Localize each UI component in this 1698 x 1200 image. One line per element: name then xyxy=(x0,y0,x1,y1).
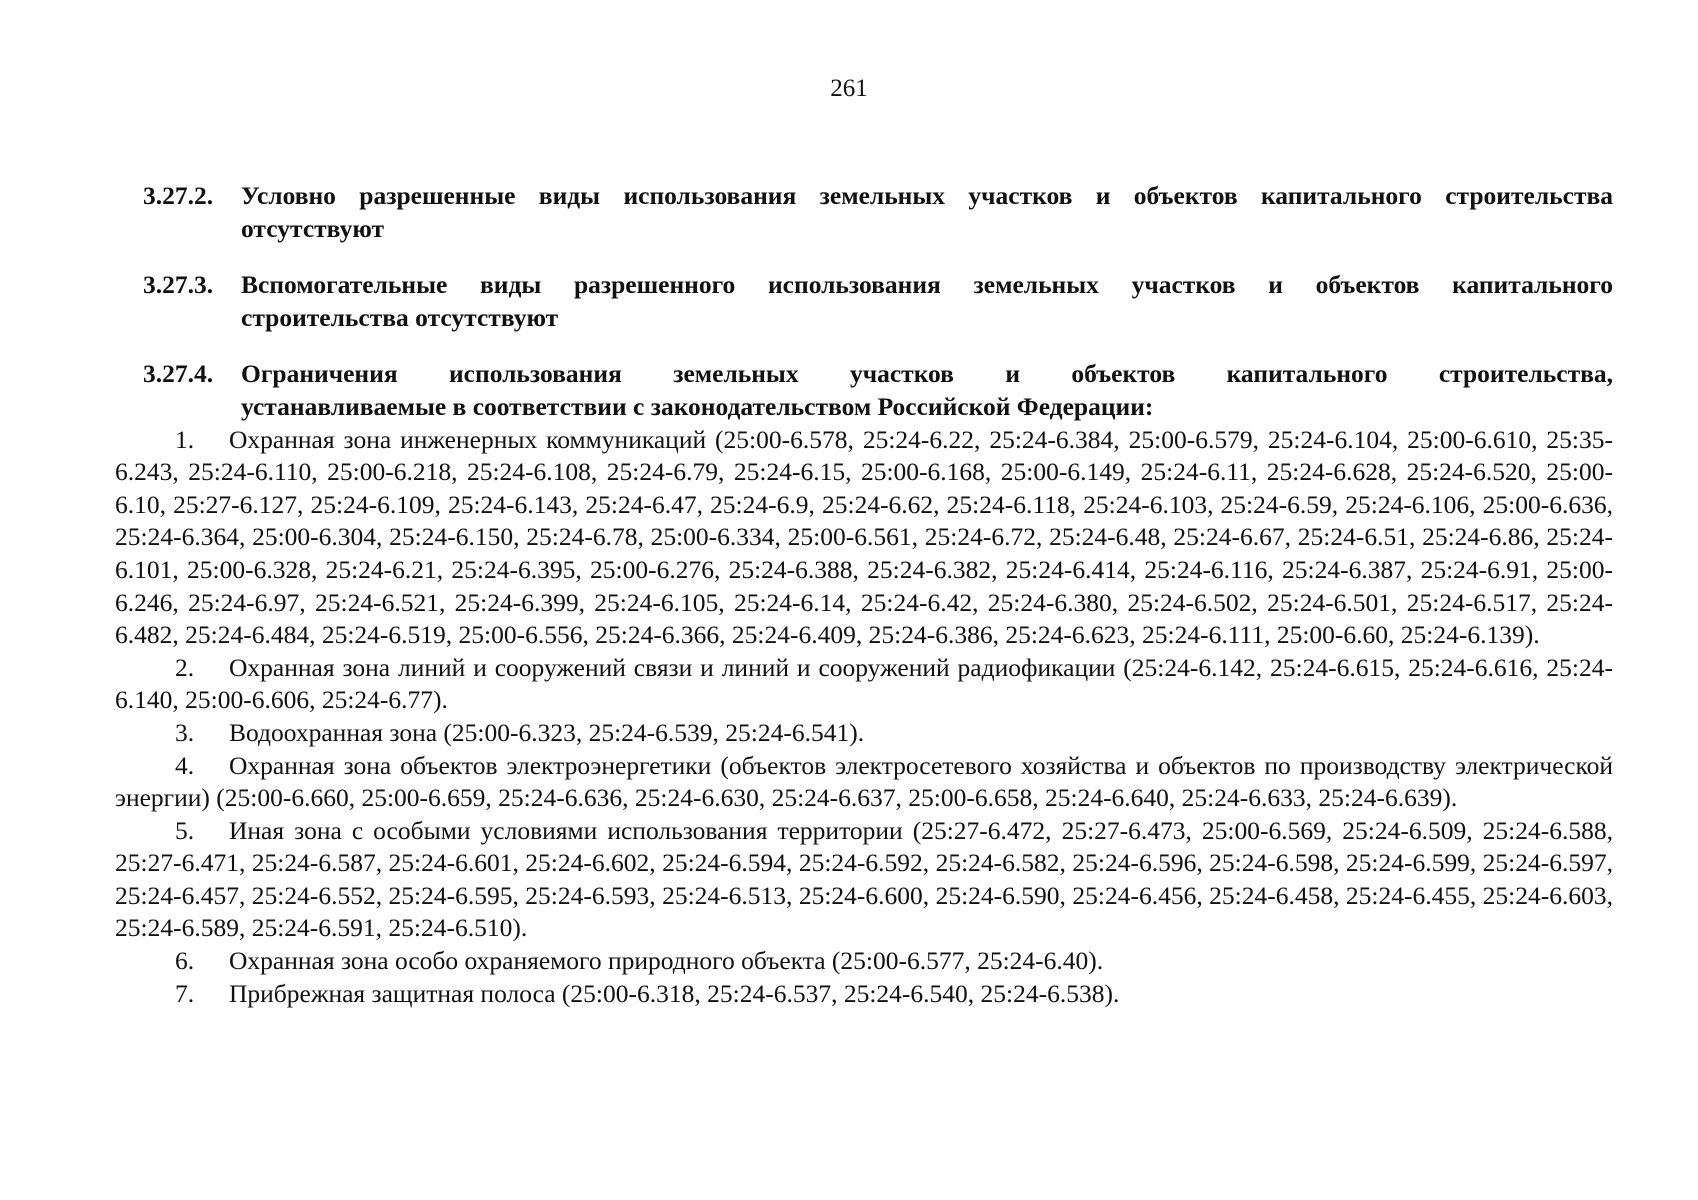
list-item-number: 6. xyxy=(175,946,195,976)
list-item xyxy=(115,945,1613,978)
list-item-text: Охранная зона инженерных коммуникаций (25:00-6.578, 25:24-6.22, 25:24-6.384, 25:00-6.579, 25:24-6.104, 25:00-6.610, 25:35-6.243, 25:24-6.110, 25:00-6.218, 25:24-6.108, 25:24-6.79, 25:24-6.15, 25:00-6.168, 25:00-6.149, 25:24-6.11, 25:24-6.628, 25:24-6.520, 25:00-6.10, 25:27-6.127, 25:24-6.109, 25:24-6.143, 25:24-6.47, 25:24-6.9, 25:24-6.62, 25:24-6.118, 25:24-6.103, 25:24-6.59, 25:24-6.106, 25:00-6.636, 25:24-6.364, 25:00-6.304, 25:24-6.150, 25:24-6.78, 25:00-6.334, 25:00-6.561, 25:24-6.72, 25:24-6.48, 25:24-6.67, 25:24-6.51, 25:24-6.86, 25:24-6.101, 25:00-6.328, 25:24-6.21, 25:24-6.395, 25:00-6.276, 25:24-6.388, 25:24-6.382, 25:24-6.414, 25:24-6.116, 25:24-6.387, 25:24-6.91, 25:00-6.246, 25:24-6.97, 25:24-6.521, 25:24-6.399, 25:24-6.105, 25:24-6.14, 25:24-6.42, 25:24-6.380, 25:24-6.502, 25:24-6.501, 25:24-6.517, 25:24-6.482, 25:24-6.484, 25:24-6.519, 25:00-6.556, 25:24-6.366, 25:24-6.409, 25:24-6.386, 25:24-6.623, 25:24-6.111, 25:00-6.60, 25:24-6.139). xyxy=(115,424,1613,650)
list-item xyxy=(115,424,1613,652)
section-heading-line: строительства отсутствуют xyxy=(241,302,559,332)
list-item-number: 5. xyxy=(175,815,195,845)
list-item-text: Охранная зона особо охраняемого природного объекта (25:00-6.577, 25:24-6.40). xyxy=(229,946,1104,976)
section-heading-line: Вспомогательные виды разрешенного использования земельных участков и объектов капитального xyxy=(241,270,1613,300)
section-heading xyxy=(241,269,1613,334)
section-heading xyxy=(241,180,1613,245)
list-item xyxy=(115,652,1613,717)
list-item-number: 7. xyxy=(175,978,195,1008)
list-item xyxy=(115,978,1613,1011)
section-3-27-2 xyxy=(115,180,1613,245)
list-item-number: 2. xyxy=(175,652,195,682)
list-item-text: Охранная зона линий и сооружений связи и линий и сооружений радиофикации (25:24-6.142, 25:24-6.615, 25:24-6.616, 25:24-6.140, 25:00-6.606, 25:24-6.77). xyxy=(115,652,1613,715)
list-item-text: Прибрежная защитная полоса (25:00-6.318, 25:24-6.537, 25:24-6.540, 25:24-6.538). xyxy=(229,978,1120,1008)
section-number: 3.27.2. xyxy=(143,181,214,210)
section-heading-line: отсутствуют xyxy=(241,213,384,243)
section-heading xyxy=(241,358,1613,423)
list-item-text: Водоохранная зона (25:00-6.323, 25:24-6.539, 25:24-6.541). xyxy=(229,717,865,747)
list-item-text: Охранная зона объектов электроэнергетики (объектов электросетевого хозяйства и объектов по производству электрической энергии) (25:00-6.660, 25:00-6.659, 25:24-6.636, 25:24-6.630, 25:24-6.637, 25:00-6.658, 25:24-6.640, 25:24-6.633, 25:24-6.639). xyxy=(115,750,1613,813)
list-item-number: 3. xyxy=(175,717,195,747)
list-item-number: 1. xyxy=(175,424,195,454)
restrictions-list xyxy=(115,424,1613,1011)
document-body xyxy=(115,180,1613,1010)
section-heading-line: Ограничения использования земельных участков и объектов капитального строительства, xyxy=(241,359,1613,389)
list-item xyxy=(115,750,1613,815)
list-item-number: 4. xyxy=(175,750,195,780)
list-item-text: Иная зона с особыми условиями использования территории (25:27-6.472, 25:27-6.473, 25:00-6.569, 25:24-6.509, 25:24-6.588, 25:27-6.471, 25:24-6.587, 25:24-6.601, 25:24-6.602, 25:24-6.594, 25:24-6.592, 25:24-6.582, 25:24-6.596, 25:24-6.598, 25:24-6.599, 25:24-6.597, 25:24-6.457, 25:24-6.552, 25:24-6.595, 25:24-6.593, 25:24-6.513, 25:24-6.600, 25:24-6.590, 25:24-6.456, 25:24-6.458, 25:24-6.455, 25:24-6.603, 25:24-6.589, 25:24-6.591, 25:24-6.510). xyxy=(115,815,1613,943)
section-heading-line: устанавливаемые в соответствии с законодательством Российской Федерации: xyxy=(241,391,1154,421)
section-number: 3.27.3. xyxy=(143,270,214,300)
list-item xyxy=(115,717,1613,750)
section-3-27-4 xyxy=(115,358,1613,423)
section-heading-line: Условно разрешенные виды использования земельных участков и объектов капитального строительства xyxy=(241,181,1613,210)
section-3-27-3 xyxy=(115,269,1613,334)
section-number: 3.27.4. xyxy=(143,359,214,389)
list-item xyxy=(115,815,1613,945)
page-number: 261 xyxy=(830,75,868,102)
